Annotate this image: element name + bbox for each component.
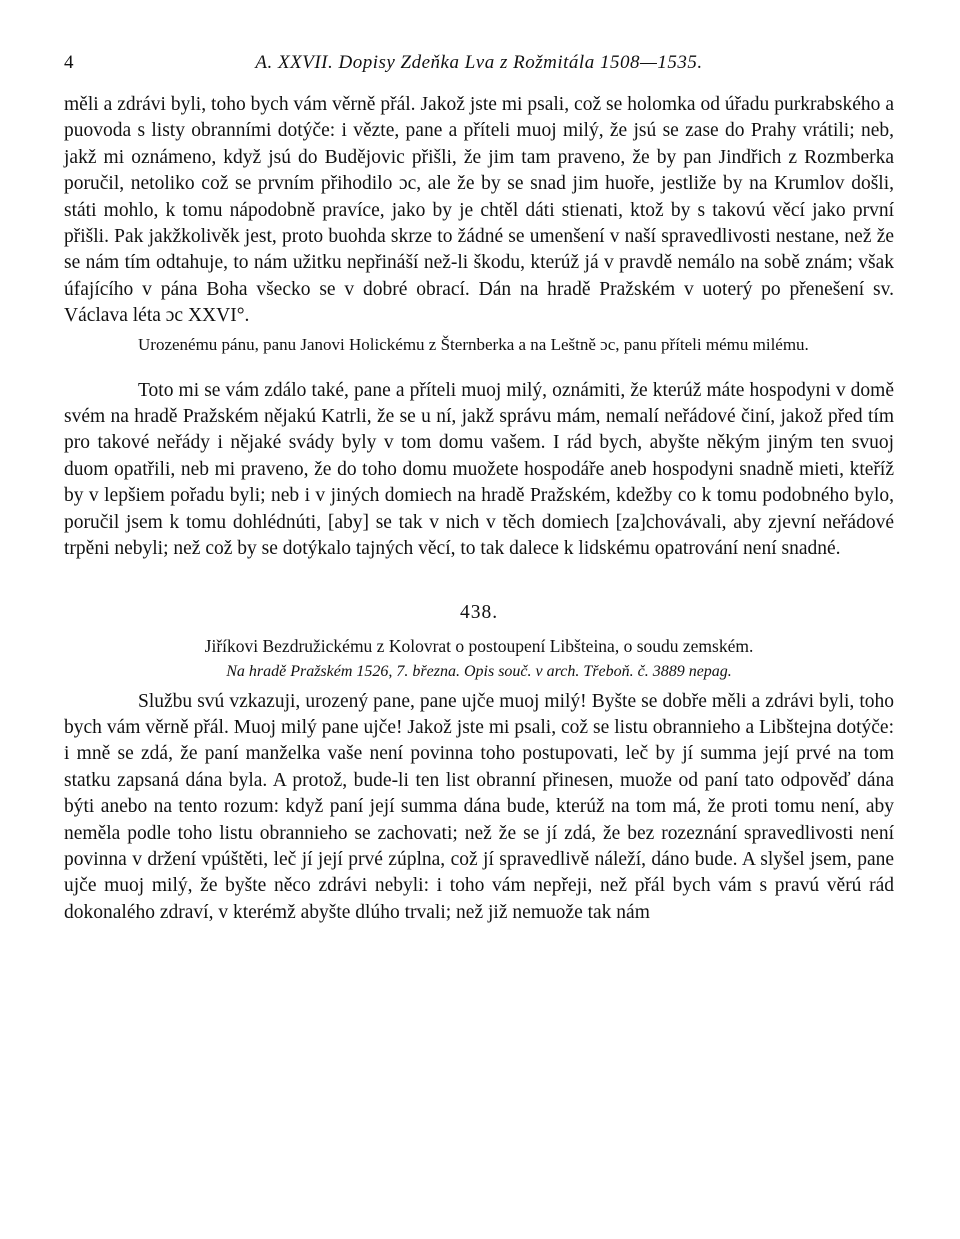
letter-paragraph: Službu svú vzkazuji, urozený pane, pane ujče muoj milý! Byšte se dobře měli a zdrávi byli, toho bych vám věrně přál. Muoj milý pane ujče! Jakož jste mi psali, což se listu obrannieho a Libštejna dotýče: i mně se zdá, že paní manželka vaše není povinna toho postupovati, leč by jí summa její prvé na tom statku zapsaná dána byla. A protož, bude-li ten list obranní přinesen, muože od paní tato odpověď dána býti anebo na tento rozum: když paní její summa dána bude, kterúž na tom má, že proti tomu není, aby neměla podle toho listu obrannieho se zachovati; než že se jí zdá, že bez rozeznání spravedlivosti není povinna v držení vpúštěti, leč jí její prvé zúplna, což jí spravedlivě náleží, dáno bude. A slyšel jsem, pane ujče muoj milý, že byšte něco zdrávi nebyli: i toho vám nepřeji, než přál bych vám s pravú věrú rád dokonalého zdraví, v kterémž abyšte dlúho trvali; než již nemuože tak nám xyxy=(64,690,894,923)
spacer xyxy=(64,356,894,378)
continuation-paragraph: měli a zdrávi byli, toho bych vám věrně přál. Jakož jste mi psali, což se holomka od úřadu purkrabského a puovoda s listy obranními dotýče: i vězte, pane a příteli muoj milý, že jsú se zase do Prahy vrátili; neb, jakž mi oznámeno, když jsú do Budějovic přišli, že jim tam praveno, že by pan Jindřich z Rozmberka poručil, netoliko což se prvním přihodilo ɔc, ale že by se snad jim huoře, jestliže by na Krumlov došli, státi mohlo, k tomu nápodobně pravíce, jako by je chtěl dáti stienati, ktož by s takovú věcí jako první přišli. Pak jakžkolivěk jest, proto buohda skrze to žádné se umenšení v naší spravedlivosti nestane, než že se nám tím odtahuje, to nám užitku nepřináší než-li škodu, kterúž já v pravdě nemálo na sobě znám; však úfajícího v pána Boha všecko se v dobré obrací. Dán na hradě Pražském v uoterý po přenešení sv. Václava léta ɔc XXVI°. xyxy=(64,94,894,327)
page-number: 4 xyxy=(64,52,74,73)
document-source: Na hradě Pražském 1526, 7. března. Opis souč. v arch. Třeboň. č. 3889 nepag. xyxy=(226,662,732,680)
body-text xyxy=(64,92,894,926)
address-line: Urozenému pánu, panu Janovi Holickému z Šternberka a na Leštně ɔc, panu příteli mému milému. xyxy=(138,334,809,354)
running-head: A. XXVII. Dopisy Zdeňka Lva z Rožmitála 1508—1535. xyxy=(255,52,703,73)
document-title: Jiříkovi Bezdružickému z Kolovrat o postoupení Libšteina, o soudu zemském. xyxy=(204,635,754,656)
postscript-paragraph: Toto mi se vám zdálo také, pane a příteli muoj milý, oznámiti, že kterúž máte hospodyni v domě svém na hradě Pražském nějakú Katrli, že se u ní, jakž správu mám, nemalí neřádové činí, jakož před tím pro takové neřády i nějaké svády byly v tom domu vašem. I rád bych, abyšte někým jiným ten svuoj duom opatřili, neb mi praveno, že do toho domu muožete hospodáře aneb hospodyni snadně mieti, kteříž by v lepšiem pořadu byli; neb i v jiných domiech na hradě Pražském, kdežby co k tomu podobného bylo, poručil jsem k tomu dohlédnúti, [aby] se tak v nich v těch domiech [za]chovávali, aby zjevní neřádové trpěni nebyli; než což by se dotýkalo tajných věcí, to tak dalece k lidskému opatrování není snadné. xyxy=(64,379,894,560)
page-header xyxy=(64,52,894,84)
document-number: 438. xyxy=(459,601,499,623)
document-page xyxy=(64,52,894,926)
